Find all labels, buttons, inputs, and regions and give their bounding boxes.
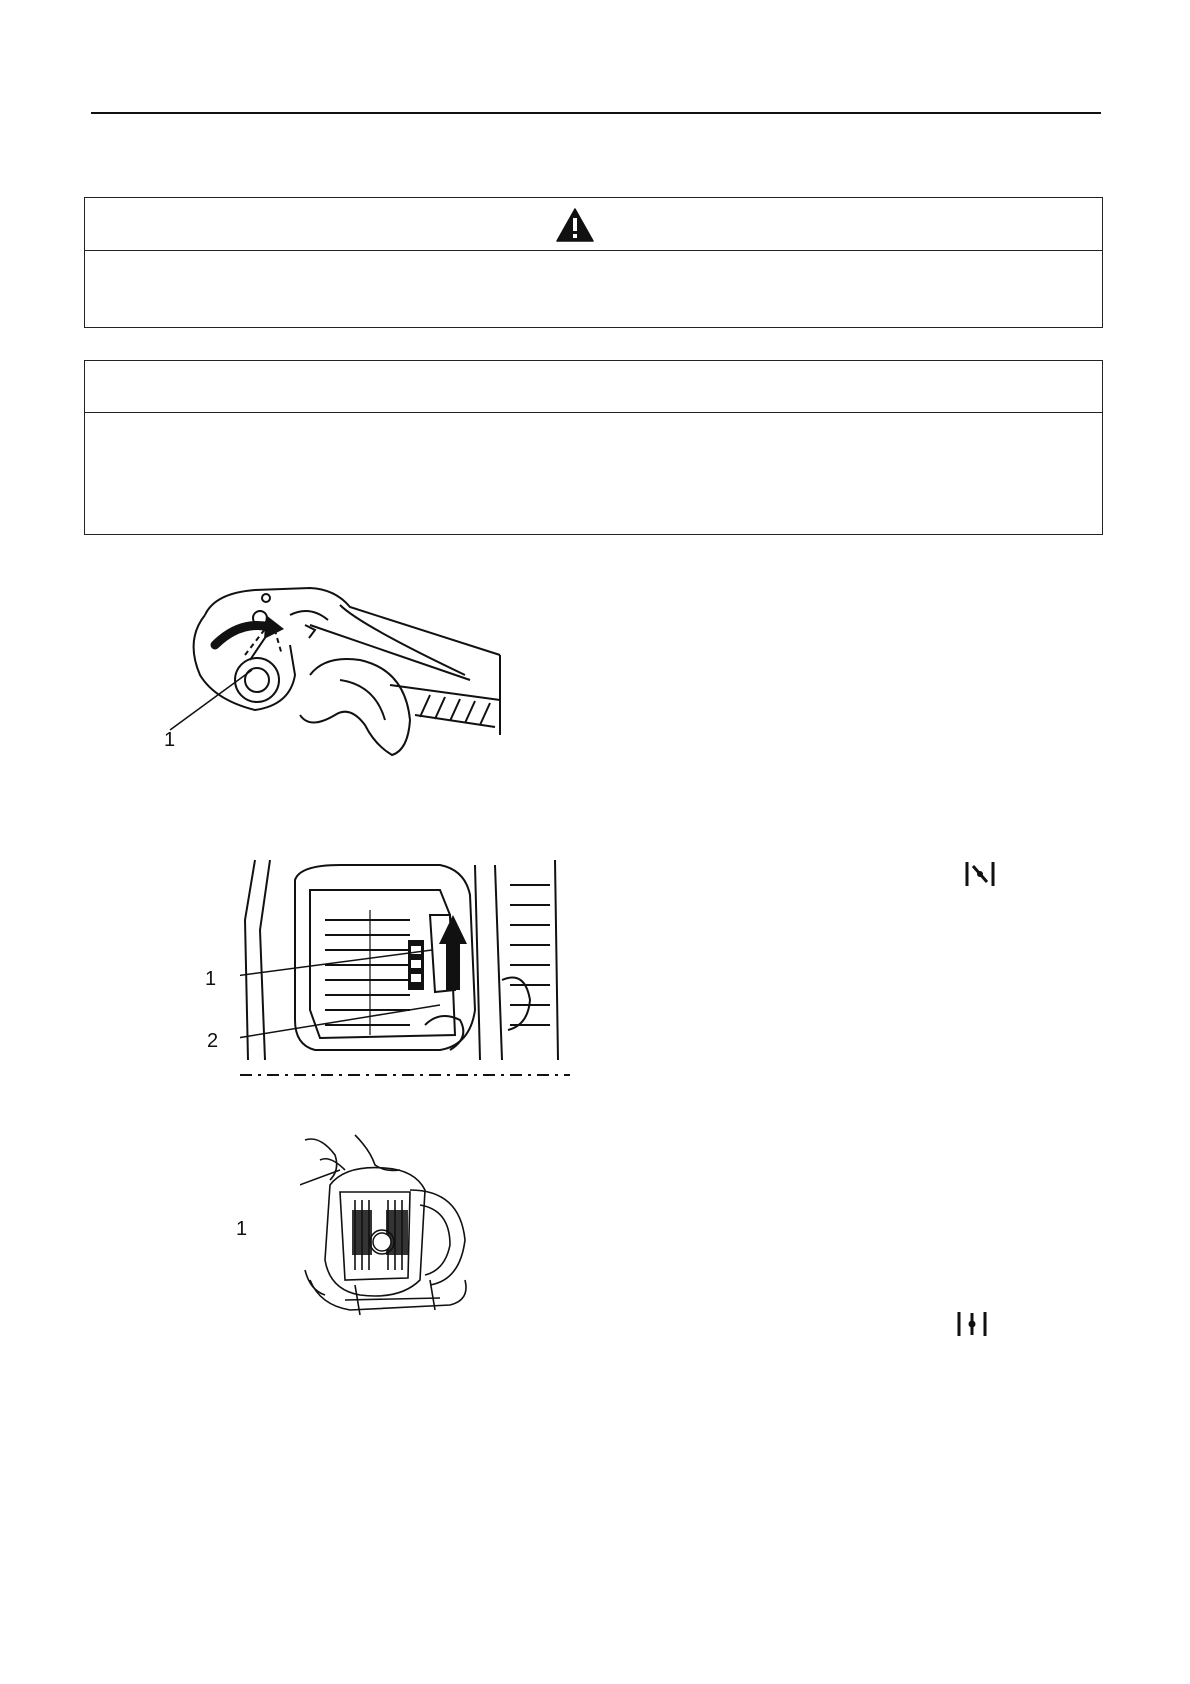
- callout-1-backpack: 1: [236, 1218, 248, 1240]
- callout-1-air-cleaner: 1: [205, 968, 217, 990]
- warning-box: [84, 197, 1103, 328]
- air-cleaner-illustration: [240, 860, 570, 1080]
- notice-box-header: [85, 361, 1102, 413]
- notice-box: [84, 360, 1103, 535]
- warning-box-header: [85, 198, 1102, 251]
- header-rule: [91, 112, 1101, 114]
- backpack-unit-illustration: [300, 1130, 480, 1325]
- choke-open-icon: [956, 1310, 988, 1338]
- callout-2-air-cleaner: 2: [207, 1030, 219, 1052]
- choke-closed-icon: [964, 860, 996, 888]
- warning-triangle-icon: [556, 208, 594, 242]
- throttle-handle-illustration: [160, 585, 510, 760]
- callout-1-throttle: 1: [164, 729, 176, 751]
